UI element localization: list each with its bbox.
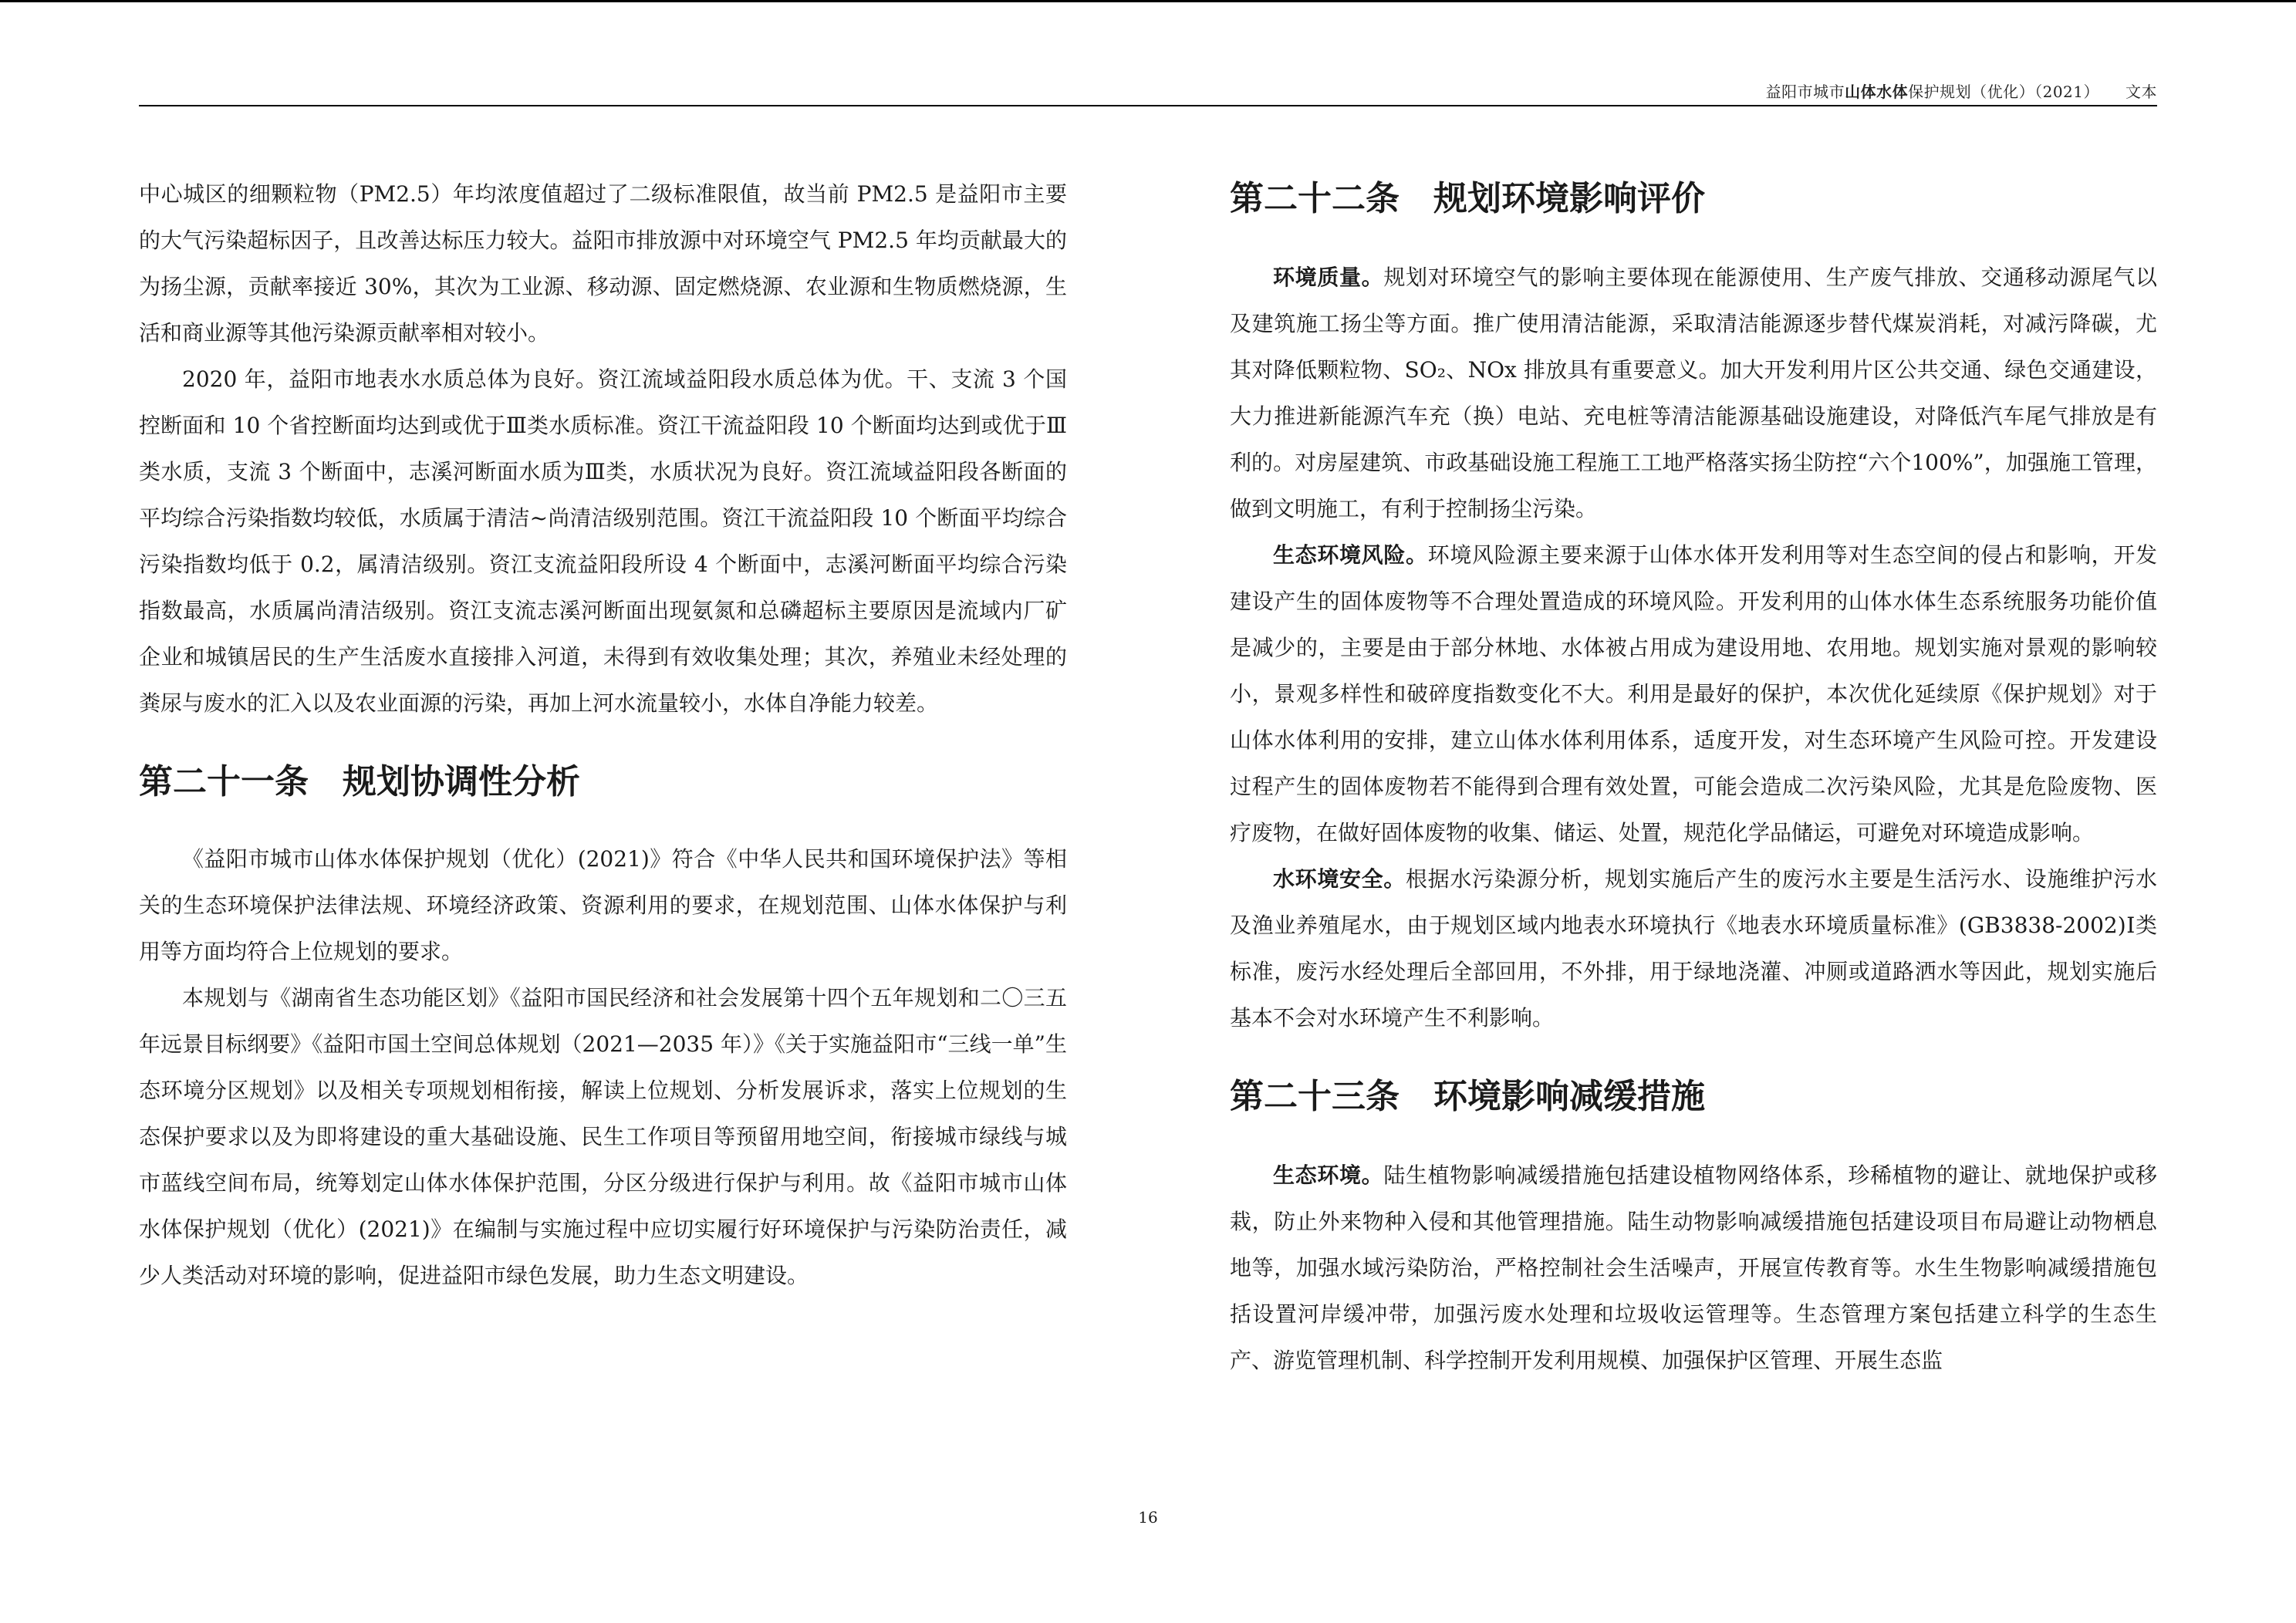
lead-ecological-risk: 生态环境风险。 [1273, 542, 1428, 568]
section-22-title: 规划环境影响评价 [1433, 179, 1705, 218]
left-column [139, 171, 1067, 1299]
paragraph-water-quality: 2020 年，益阳市地表水水质总体为良好。资江流域益阳段水质总体为优。干、支流 3 个国控断面和 10 个省控断面均达到或优于Ⅲ类水质标准。资江干流益阳段 10 个断面均达到或优于Ⅲ类水质，支流 3 个断面中，志溪河断面水质为Ⅲ类，水质状况为良好。资江流域益阳段各断面的平均综合污染指数均较低，水质属于清洁~尚清洁级别范围。资江干流益阳段 10 个断面平均综合污染指数均低于 0.2，属清洁级别。资江支流益阳段所设 4 个断面中，志溪河断面平均综合污染指数最高，水质属尚清洁级别。资江支流志溪河断面出现氨氮和总磷超标主要原因是流域内厂矿企业和城镇居民的生产生活废水直接排入河道，未得到有效收集处理；其次，养殖业未经处理的粪尿与废水的汇入以及农业面源的污染，再加上河水流量较小，水体自净能力较差。 [139, 366, 1067, 716]
header-doc-type: 文本 [2125, 83, 2157, 101]
lead-ecology: 生态环境。 [1273, 1162, 1384, 1188]
running-header [1766, 79, 2157, 102]
header-title-prefix: 益阳市城市 [1765, 83, 1845, 101]
header-title-suffix: 保护规划（优化）（2021） [1908, 83, 2099, 101]
section-23-paragraph-ecology [1230, 1152, 2157, 1384]
lead-environment-quality: 环境质量。 [1273, 265, 1384, 290]
text-ecological-risk: 环境风险源主要来源于山体水体开发利用等对生态空间的侵占和影响，开发建设产生的固体废物等不合理处置造成的环境风险。开发利用的山体水体生态系统服务功能价值是减少的，主要是由于部分林地、水体被占用成为建设用地、农用地。规划实施对景观的影响较小，景观多样性和破碎度指数变化不大。利用是最好的保护，本次优化延续原《保护规划》对于山体水体利用的安排，建立山体水体利用体系，适度开发，对生态环境产生风险可控。开发建设过程产生的固体废物若不能得到合理有效处置，可能会造成二次污染风险，尤其是危险废物、医疗废物，在做好固体废物的收集、储运、处置，规范化学品储运，可避免对环境造成影响。 [1230, 542, 2157, 845]
section-23-heading [1230, 1074, 2157, 1120]
section-21-paragraph-2: 本规划与《湖南省生态功能区划》《益阳市国民经济和社会发展第十四个五年规划和二〇三五年远景目标纲要》《益阳市国土空间总体规划（2021—2035 年）》《关于实施益阳市“三线一单”生态环境分区规划》以及相关专项规划相衔接，解读上位规划、分析发展诉求，落实上位规划的生态保护要求以及为即将建设的重大基础设施、民生工作项目等预留用地空间，衔接城市绿线与城市蓝线空间布局，统筹划定山体水体保护范围，分区分级进行保护与利用。故《益阳市城市山体水体保护规划（优化）(2021)》在编制与实施过程中应切实履行好环境保护与污染防治责任，减少人类活动对环境的影响，促进益阳市绿色发展，助力生态文明建设。 [139, 985, 1067, 1288]
section-22-paragraph-environment-quality [1230, 255, 2157, 532]
section-22-paragraph-ecological-risk [1230, 532, 2157, 856]
page-top-border [0, 0, 2296, 2]
section-21-heading [139, 759, 1067, 805]
section-23-title: 环境影响减缓措施 [1433, 1077, 1705, 1116]
section-21-number: 第二十一条 [139, 762, 309, 801]
text-environment-quality: 规划对环境空气的影响主要体现在能源使用、生产废气排放、交通移动源尾气以及建筑施工扬尘等方面。推广使用清洁能源，采取清洁能源逐步替代煤炭消耗，对减污降碳，尤其对降低颗粒物、SO₂、NOx 排放具有重要意义。加大开发利用片区公共交通、绿色交通建设，大力推进新能源汽车充（换）电站、充电桩等清洁能源基础设施建设，对降低汽车尾气排放是有利的。对房屋建筑、市政基础设施工程施工工地严格落实扬尘防控“六个100%”，加强施工管理，做到文明施工，有利于控制扬尘污染。 [1230, 265, 2157, 521]
text-ecology: 陆生植物影响减缓措施包括建设植物网络体系，珍稀植物的避让、就地保护或移栽，防止外来物种入侵和其他管理措施。陆生动物影响减缓措施包括建设项目布局避让动物栖息地等，加强水域污染防治，严格控制社会生活噪声，开展宣传教育等。水生生物影响减缓措施包括设置河岸缓冲带，加强污废水处理和垃圾收运管理等。生态管理方案包括建立科学的生态生产、游览管理机制、科学控制开发利用规模、加强保护区管理、开展生态监 [1230, 1162, 2157, 1373]
section-23-number: 第二十三条 [1230, 1077, 1400, 1116]
page-number: 16 [1138, 1508, 1158, 1527]
right-column [1230, 176, 2157, 1384]
lead-water-safety: 水环境安全。 [1273, 866, 1406, 892]
section-22-number: 第二十二条 [1230, 179, 1400, 218]
section-22-heading [1230, 176, 2157, 222]
header-title-bold: 山体水体 [1845, 83, 1909, 101]
section-21-title: 规划协调性分析 [343, 762, 580, 801]
section-21-paragraph-1: 《益阳市城市山体水体保护规划（优化）(2021)》符合《中华人民共和国环境保护法》等相关的生态环境保护法律法规、环境经济政策、资源利用的要求，在规划范围、山体水体保护与利用等方面均符合上位规划的要求。 [139, 846, 1067, 964]
text-water-safety: 根据水污染源分析，规划实施后产生的废污水主要是生活污水、设施维护污水及渔业养殖尾水，由于规划区域内地表水环境执行《地表水环境质量标准》(GB3838-2002)Ⅰ类标准，废污水经处理后全部回用，不外排，用于绿地浇灌、冲厕或道路洒水等因此，规划实施后基本不会对水环境产生不利影响。 [1230, 866, 2157, 1031]
header-rule [139, 105, 2157, 106]
paragraph-air-quality-continued: 中心城区的细颗粒物（PM2.5）年均浓度值超过了二级标准限值，故当前 PM2.5 是益阳市主要的大气污染超标因子，且改善达标压力较大。益阳市排放源中对环境空气 PM2.5 年均贡献最大的为扬尘源，贡献率接近 30%，其次为工业源、移动源、固定燃烧源、农业源和生物质燃烧源，生活和商业源等其他污染源贡献率相对较小。 [139, 181, 1067, 346]
section-22-paragraph-water-safety [1230, 856, 2157, 1041]
